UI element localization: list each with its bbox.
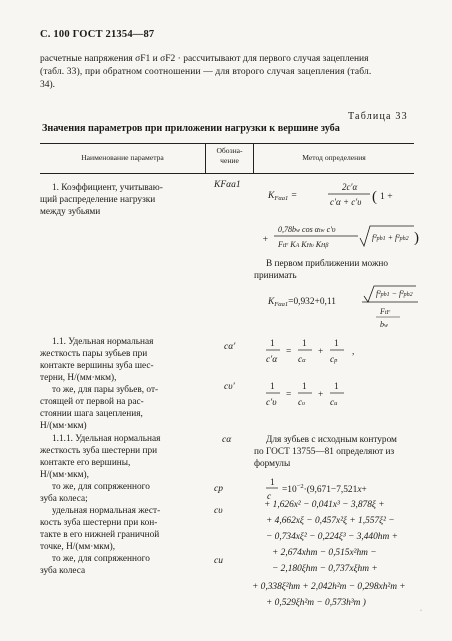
row11b-param-line-3: стоянии шага зацепления, — [40, 409, 143, 419]
table-number: Таблица 33 — [348, 111, 408, 122]
row1-approx-text-2: принимать — [254, 271, 297, 281]
rowcv-formula-line-2: + 4,662xξ − 0,457x²ξ + 1,557ξ² − — [266, 516, 395, 526]
column-header-symbol-1: Обозна- — [216, 146, 243, 155]
page-mark: · — [420, 608, 422, 614]
rowcv-param-line-3: такте в его нижней граничной — [40, 530, 160, 540]
row11b-param-line-1: то же, для пары зубьев, от- — [52, 385, 159, 395]
svg-text:1: 1 — [334, 339, 339, 349]
svg-text:,: , — [352, 347, 355, 357]
row111-param-line-4: Н/(мм·мкм), — [40, 470, 89, 480]
row111-param-line-1: 1.1.1. Удельная нормальная — [52, 434, 161, 444]
row1-param-line-1: 1. Коэффициент, учитываю- — [52, 183, 163, 193]
rowcu-param-line-1: то же, для сопряженного — [52, 554, 150, 564]
row11b-formula — [266, 377, 376, 411]
svg-text:FtF KA KHυ KHβ: FtF KA KHυ KHβ — [278, 240, 329, 249]
svg-text:+: + — [262, 234, 269, 245]
svg-text:=10−2·(9,671−7,521x+: $=10^{-2}\cdot(9,671-7,521x+$ — [282, 483, 367, 495]
svg-text:c′α + c′υ: c′α + c′υ — [330, 197, 362, 207]
row111-method-line-3: формулы — [254, 459, 291, 469]
rowcv-formula-line-4: + 2,674xhm − 0,515x²hm − — [272, 548, 377, 558]
row111-method-line-1: Для зубьев с исходным контуром — [266, 435, 397, 445]
svg-text:FtF: FtF — [380, 307, 391, 316]
svg-text:1: 1 — [302, 382, 307, 392]
rowcv-param-line-2: кость зуба шестерни при кон- — [40, 518, 158, 528]
rowcv-formula-line-1: + 1,626x² − 0,041x³ − 3,878ξ + — [264, 500, 385, 510]
intro-line-2: (табл. 33), при обратном соотношении — для второго случая зацепления (табл. — [40, 67, 372, 77]
svg-text:cp: cp — [330, 355, 338, 365]
row1-formula-approx — [254, 282, 420, 332]
intro-line-3: 34). — [40, 80, 56, 90]
row11b-param-line-4: Н/(мм·мкм) — [40, 421, 87, 431]
svg-text:cu: cu — [330, 398, 338, 408]
svg-text:KFαa1=0,932+0,11: $K_{F\alpha a1}=0,932+0,11$ — [268, 297, 336, 308]
row11-param-line-4: терни, Н/(мм·мкм), — [40, 373, 117, 383]
column-header-method: Метод определения — [302, 153, 366, 162]
row1-approx-text: В первом приближении можно — [266, 259, 389, 269]
svg-text:KFαa1 =: $K_{F\alpha a1}$ = — [268, 190, 298, 202]
intro-line-1: расчетные напряжения σF1 и σF2 · рассчитывают для первого случая зацепления — [40, 54, 369, 64]
svg-text:1: 1 — [270, 382, 275, 392]
rowcu-formula-line-2: + 0,529ξh²m − 0,573h³m ) — [266, 598, 366, 608]
row1-param-line-3: между зубьями — [40, 207, 101, 217]
rowcu-formula-line-1: + 0,338ξ²hm + 2,042h²m − 0,298xh²m + — [252, 582, 406, 592]
column-header-param: Наименование параметра — [81, 153, 164, 162]
row111-symbol: cα — [222, 435, 232, 445]
row111-param-line-2: жесткость зуба шестерни при — [40, 446, 158, 456]
rowcp-symbol: cp — [214, 484, 223, 494]
rowcp-param-line-1: то же, для сопряженного — [52, 482, 150, 492]
svg-text:(: ( — [372, 189, 377, 205]
svg-text:cα: cα — [298, 355, 306, 365]
rowcu-param-line-2: зуба колеса — [40, 566, 86, 576]
column-header-symbol-2: чение — [220, 156, 239, 165]
svg-text:c′υ: c′υ — [266, 398, 277, 408]
row111-param-line-3: контакте его вершины, — [40, 458, 131, 468]
svg-text:f²pb1 − f²pb2: f²pb1 − f²pb2 — [376, 289, 413, 298]
rowcp-param-line-2: зуба колеса; — [40, 494, 88, 504]
svg-text:): ) — [414, 230, 419, 246]
rowcv-param-line-4: точке, Н/(мм·мкм), — [40, 542, 116, 552]
svg-text:1 +: 1 + — [380, 191, 393, 202]
row11-param-line-3: контакте вершины зуба шес- — [40, 361, 154, 371]
row1-symbol: KFαa1 — [214, 180, 241, 190]
row111-method-line-2: по ГОСТ 13755—81 определяют из — [254, 447, 395, 457]
svg-text:c: c — [267, 492, 272, 502]
svg-text:2c′α: 2c′α — [342, 182, 358, 192]
row11-param-line-2: жесткость пары зубьев при — [40, 349, 148, 359]
rowcv-symbol: cυ — [214, 506, 223, 516]
svg-text:+: + — [318, 347, 324, 357]
svg-text:0,78bw cos αtw c′υ: 0,78bw cos αtw c′υ — [278, 225, 336, 234]
row11b-symbol: cυ′ — [224, 382, 235, 392]
row11-symbol: cα′ — [224, 342, 236, 352]
table-title: Значения параметров при приложении нагрузки к вершине зуба — [42, 123, 340, 134]
svg-text:bw: bw — [380, 320, 389, 329]
row11-formula — [266, 334, 376, 368]
svg-text:1: 1 — [302, 339, 307, 349]
svg-text:f²pb1 + f²pb2: f²pb1 + f²pb2 — [372, 233, 409, 242]
svg-text:=: = — [286, 347, 292, 357]
row11-param-line-1: 1.1. Удельная нормальная — [52, 337, 154, 347]
svg-text:cυ: cυ — [298, 398, 306, 408]
rowcv-formula-line-3: − 0,734xξ² − 0,224ξ³ − 3,440hm + — [266, 532, 398, 542]
rowcu-symbol: cu — [214, 556, 223, 566]
page-header: С. 100 ГОСТ 21354—87 — [40, 29, 155, 40]
table-header-rule — [40, 173, 414, 174]
row1-param-line-2: щий распределение нагрузки — [40, 195, 156, 205]
svg-text:=: = — [286, 390, 292, 400]
row11b-param-line-2: стоящей от первой на рас- — [40, 397, 144, 407]
svg-text:+: + — [318, 390, 324, 400]
rowcv-param-line-1: удельная нормальная жест- — [52, 506, 161, 516]
table-top-rule — [40, 143, 414, 144]
svg-text:1: 1 — [270, 478, 275, 488]
rowcv-formula-line-5: − 2,180ξhm − 0,737xξhm + — [272, 564, 378, 574]
svg-text:c′α: c′α — [266, 355, 278, 365]
svg-text:1: 1 — [334, 382, 339, 392]
svg-text:1: 1 — [270, 339, 275, 349]
